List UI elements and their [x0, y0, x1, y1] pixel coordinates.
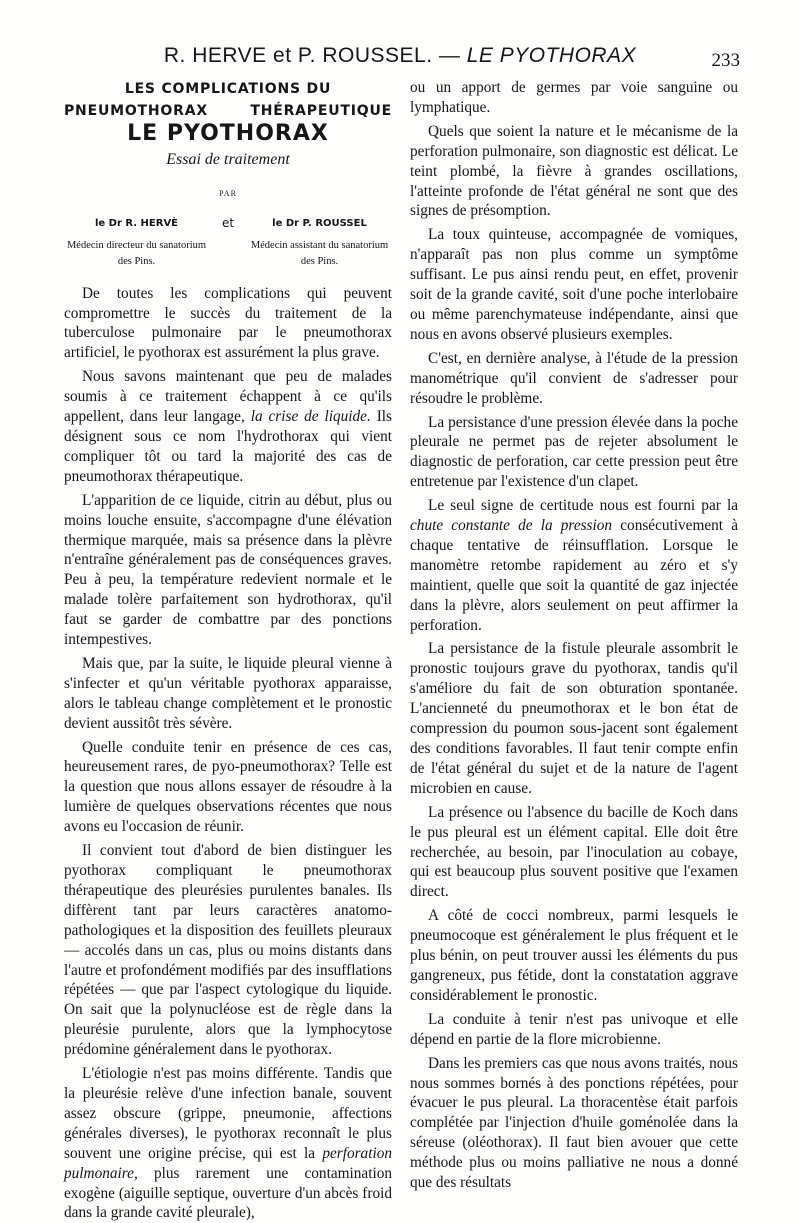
author-1-name: le Dr R. HERVÈ	[94, 217, 179, 229]
author-2-role: Médecin assistant du sanatorium des Pins.	[250, 239, 389, 267]
text-run: consécutivement à chaque tentative de réinsufflation. Lorsque le manomètre retombe rapidement au zéro et s'y maintient, quelle que soit la quantité de gaz injectée dans la plèvre, alors seulement on peut affirmer la perforation.	[410, 517, 739, 634]
italic-phrase: perforation pulmonaire,	[64, 1144, 392, 1182]
paragraph: La persistance d'une pression élevée dans la poche pleurale ne permet pas de rejeter absolument le diagnostic de perforation, car cette pression peut être entretenue par l'existence d'un clapet.	[410, 413, 738, 491]
article-subtitle: Essai de traitement	[166, 150, 290, 168]
text-run: plus rarement une contamination exogène (aiguille septique, ouverture d'un abcès froid dans la grande cavité pleurale),	[64, 1164, 392, 1222]
paragraph: C'est, en dernière analyse, à l'étude de la pression manométrique qu'il convient de s'adresser pour résoudre le problème.	[410, 349, 738, 407]
article-title: LE PYOTHORAX	[127, 121, 329, 146]
author-1-role: Médecin directeur du sanatorium des Pins.	[66, 239, 207, 267]
paragraph-continued: ou un apport de germes par voie sanguine ou lymphatique.	[410, 79, 738, 116]
by-line-par: PAR	[219, 188, 237, 198]
heading-line-1: LES COMPLICATIONS DU	[124, 81, 332, 97]
running-head	[0, 44, 800, 74]
italic-phrase: chute constante de la pression	[410, 517, 613, 535]
page-number: 233	[711, 50, 740, 71]
text-run: Le seul signe de certitude nous est fourni par la	[428, 497, 738, 515]
paragraph: La conduite à tenir n'est pas univoque et elle dépend en partie de la flore microbienne.	[410, 1010, 738, 1048]
italic-phrase: la crise de liquide.	[250, 408, 371, 426]
paragraph: Il convient tout d'abord de bien distinguer les pyothorax compliquant le pneumothorax thérapeutique des pleurésies purulentes banales. Ils diffèrent tant par leurs caractères anatomo-pathologiques et la disposition des feuillets pleuraux — accolés dans un cas, plus ou moins distants dans l'autre et profondément modifiés par des insufflations répétées — que par l'aspect cytologique du liquide. On sait que la polynucléose est de règle dans la pleurésie purulente, alors que la lymphocytose prédomine généralement dans le pyothorax.	[64, 842, 392, 1059]
paragraph: Quels que soient la nature et le mécanisme de la perforation pulmonaire, son diagnostic est délicat. Le teint plombé, la fièvre à grandes oscillations, l'atteinte profonde de l'état général ne sont que des signes de présomption.	[410, 122, 738, 220]
paragraph: Quelle conduite tenir en présence de ces cas, heureusement rares, de pyo-pneumothorax? Telle est la question que nous allons essayer de résoudre à la lumière de quelques observations récentes que nous avons eu l'occasion de réunir.	[64, 738, 392, 836]
paragraph: La persistance de la fistule pleurale assombrit le pronostic toujours grave du pyothorax, tandis qu'il s'améliore du fait de son obturation spontanée. L'ancienneté du pneumothorax et le bon état de compression du poumon sous-jacent sont également des conditions favorables. Il faut tenir compte enfin de l'état général du sujet et de la nature de l'agent microbien en cause.	[410, 640, 738, 797]
paragraph: De toutes les complications qui peuvent compromettre le succès du traitement de la tuberculose pulmonaire par le pneumothorax artificiel, le pyothorax est assurément la plus grave.	[64, 284, 392, 362]
text-run: Ils désignent sous ce nom l'hydrothorax qui vient compliquer tôt ou tard la majorité des cas de pneumothorax thérapeutique.	[64, 408, 392, 485]
heading-line-2-a: PNEUMOTHORAX	[64, 103, 208, 119]
authors-block	[64, 214, 392, 270]
authors-et: et	[221, 215, 235, 230]
author-2	[247, 214, 392, 270]
running-head-authors: R. HERVE et P. ROUSSEL. —	[163, 44, 461, 67]
paragraph: L'apparition de ce liquide, citrin au début, plus ou moins louche ensuite, s'accompagne d'une élévation thermique marquée, mais sa présence dans la plèvre n'entraîne généralement pas de conséquences graves. Peu à peu, la température redevient normale et le malade tolère parfaitement son hydrothorax, qu'il faut se garder de combattre par des ponctions intempestives.	[64, 491, 392, 649]
running-head-italic-title: LE PYOTHORAX	[466, 44, 637, 67]
text-run: L'étiologie n'est pas moins différente. Tandis que la pleurésie relève d'une infection banale, souvent assez obscure (grippe, pneumonie, affections générales diverses), le pyothorax reconnaît le plus souvent une origine précise, qui est la	[64, 1065, 392, 1162]
running-head-title	[150, 44, 650, 68]
heading-line-2-b: THÉRAPEUTIQUE	[250, 103, 392, 119]
paragraph	[410, 496, 738, 635]
left-column	[64, 78, 392, 1222]
paragraph: Mais que, par la suite, le liquide pleural vienne à s'infecter et qu'un véritable pyothorax apparaisse, alors le tableau change complètement et le pronostic devient aussitôt très sévère.	[64, 654, 392, 732]
paragraph: Dans les premiers cas que nous avons traités, nous nous sommes bornés à des ponctions répétées, pour évacuer le pus pleural. La thoracentèse était parfois complétée par l'injection d'huile goménolée dans la séreuse (oléothorax). Il faut bien avouer que cette méthode plus ou moins palliative ne nous a donné que des résultats	[410, 1054, 738, 1192]
author-1	[64, 214, 209, 270]
paragraph: A côté de cocci nombreux, parmi lesquels le pneumocoque est généralement le plus fréquent et le plus bénin, on peut trouver aussi les éléments du pus gangreneux, pus fétide, dont la constatation aggrave considérablement le pronostic.	[410, 907, 738, 1004]
paragraph	[64, 367, 392, 486]
right-column	[410, 78, 739, 1192]
paragraph: La présence ou l'absence du bacille de Koch dans le pus pleural est un élément capital. Elle doit être recherchée, au besoin, par l'inoculation au cobaye, qui est beaucoup plus souvent positive que l'examen direct.	[410, 803, 738, 901]
paragraph: La toux quinteuse, accompagnée de vomiques, n'apparaît pas non plus comme un symptôme suffisant. Le pus ainsi rendu peut, en effet, provenir soit de la grande cavité, soit d'une poche interlobaire ou même parenchymateuse indépendante, ainsi que nous en avons observé plusieurs exemples.	[410, 226, 738, 343]
author-2-name: le Dr P. ROUSSEL	[272, 217, 367, 229]
paragraph	[64, 1064, 392, 1223]
article-heading	[64, 78, 392, 270]
text-run: Nous savons maintenant que peu de malades soumis à ce traitement échappent à ce qu'ils appellent, dans leur langage,	[64, 368, 392, 426]
heading-line-2	[64, 100, 392, 122]
